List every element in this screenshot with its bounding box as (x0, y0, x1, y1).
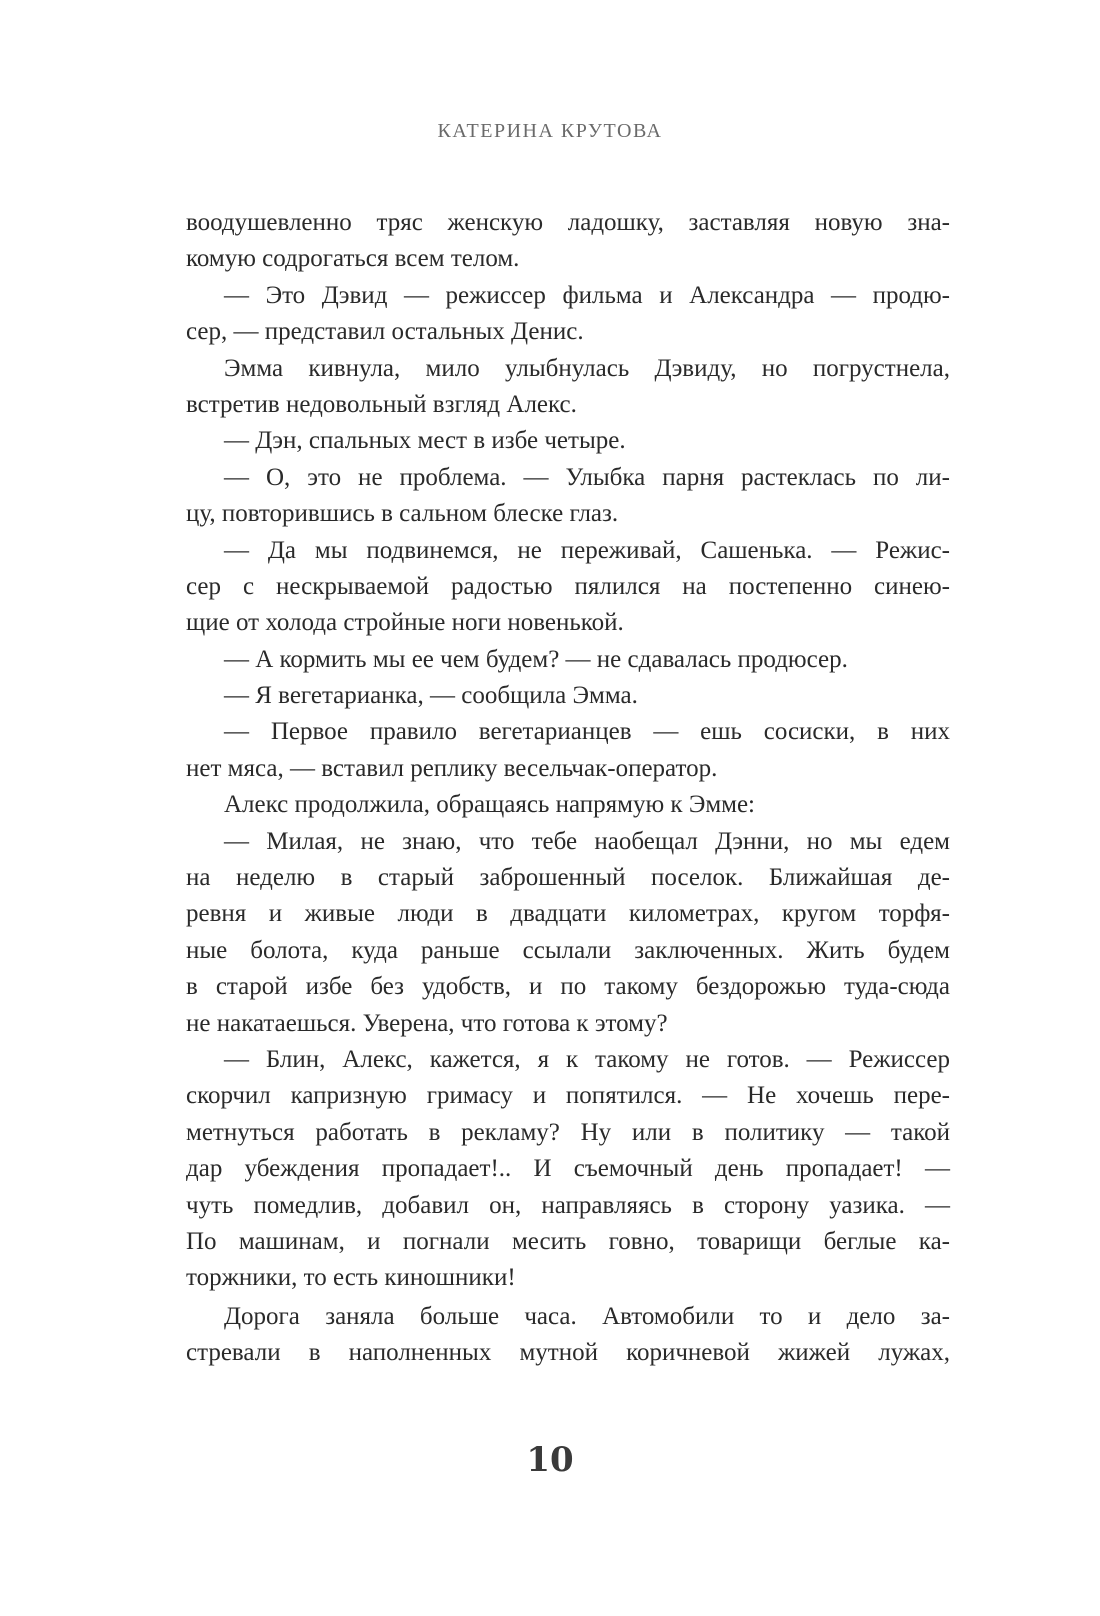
text-line: метнуться работать в рекламу? Ну или в политику — такой (186, 1118, 950, 1146)
text-line: ные болота, куда раньше ссылали заключенных. Жить будем (186, 936, 950, 964)
text-line: сер с нескрываемой радостью пялился на постепенно синею- (186, 572, 950, 600)
running-head-author: КАТЕРИНА КРУТОВА (437, 120, 663, 142)
text-line: на неделю в старый заброшенный поселок. Ближайшая де- (186, 864, 950, 892)
text-line: дар убеждения пропадает!.. И съемочный день пропадает! — (186, 1155, 950, 1183)
text-line: сер, — представил остальных Денис. (186, 318, 584, 346)
text-line: ревня и живые люди в двадцати километрах, кругом торфя- (186, 900, 950, 928)
text-line: не накатаешься. Уверена, что готова к этому? (186, 1009, 668, 1037)
text-line: — Дэн, спальных мест в избе четыре. (224, 427, 626, 455)
text-line: комую содрогаться всем телом. (186, 245, 520, 273)
text-line: скорчил капризную гримасу и попятился. — Не хочешь пере- (186, 1082, 950, 1110)
text-line: — Милая, не знаю, что тебе наобещал Дэнни, но мы едем (224, 827, 950, 855)
text-line: цу, повторившись в сальном блеске глаз. (186, 500, 619, 528)
body-text (186, 205, 950, 1372)
text-line: щие от холода стройные ноги новенькой. (186, 609, 624, 637)
text-line: По машинам, и погнали месить говно, товарищи беглые ка- (186, 1227, 950, 1255)
text-line: Дорога заняла больше часа. Автомобили то и дело за- (224, 1302, 950, 1330)
text-line: торжники, то есть киношники! (186, 1264, 516, 1292)
text-line: воодушевленно тряс женскую ладошку, заставляя новую зна- (186, 209, 950, 236)
text-line: — Да мы подвинемся, не переживай, Сашенька. — Режис- (224, 536, 950, 564)
text-line: — Это Дэвид — режиссер фильма и Александра — продю- (224, 281, 950, 309)
text-line: чуть помедлив, добавил он, направляясь в сторону уазика. — (186, 1191, 950, 1219)
text-line: Эмма кивнула, мило улыбнулась Дэвиду, но погрустнела, (224, 354, 950, 382)
text-line: нет мяса, — вставил реплику весельчак-оператор. (186, 754, 718, 782)
text-line: — Блин, Алекс, кажется, я к такому не готов. — Режиссер (224, 1045, 950, 1073)
text-line: в старой избе без удобств, и по такому бездорожью туда-сюда (186, 973, 950, 1001)
text-line: — Я вегетарианка, — сообщила Эмма. (224, 682, 638, 710)
text-line: — Первое правило вегетарианцев — ешь сосиски, в них (224, 718, 950, 746)
text-line: — А кормить мы ее чем будем? — не сдавалась продюсер. (224, 645, 848, 673)
page-number: 10 (526, 1440, 574, 1480)
text-line: стревали в наполненных мутной коричневой жижей лужах, (186, 1339, 950, 1367)
text-line: Алекс продолжила, обращаясь напрямую к Эмме: (224, 791, 756, 819)
text-line: — О, это не проблема. — Улыбка парня растеклась по ли- (224, 463, 950, 491)
text-line: встретив недовольный взгляд Алекс. (186, 390, 577, 418)
